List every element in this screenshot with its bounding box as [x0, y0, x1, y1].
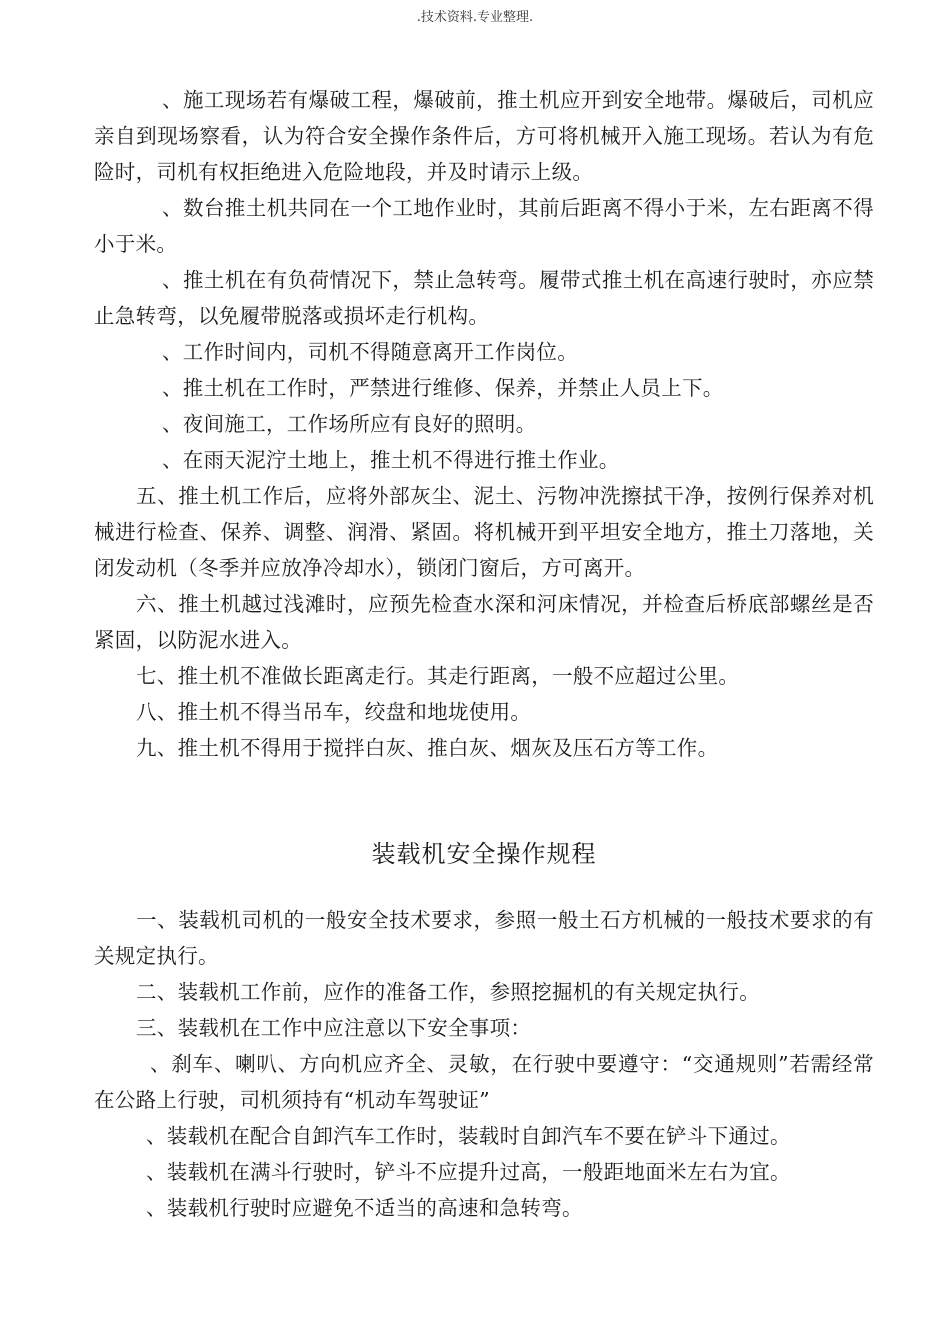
- numbered-item: 七、推土机不准做长距离走行。其走行距离，一般不应超过公里。: [136, 664, 740, 688]
- document-body: [94, 82, 874, 1226]
- numbered-item: 一、装载机司机的一般安全技术要求，参照一般土石方机械的一般技术要求的有关规定执行。: [94, 908, 874, 968]
- numbered-item: 八、推土机不得当吊车，绞盘和地垅使用。: [136, 700, 532, 724]
- sub-item: 、装载机行驶时应避免不适当的高速和急转弯。: [146, 1196, 583, 1220]
- paragraph: 、推土机在有负荷情况下，禁止急转弯。履带式推土机在高速行驶时，亦应禁止急转弯，以免履带脱落或损坏走行机构。: [94, 268, 874, 328]
- paragraph: 、数台推土机共同在一个工地作业时，其前后距离不得小于米，左右距离不得小于米。: [94, 196, 874, 256]
- numbered-item: 三、装载机在工作中应注意以下安全事项：: [136, 1016, 532, 1040]
- numbered-item: 九、推土机不得用于搅拌白灰、推白灰、烟灰及压石方等工作。: [136, 736, 719, 760]
- paragraph: 、夜间施工，工作场所应有良好的照明。: [162, 412, 537, 436]
- section-title: 装载机安全操作规程: [371, 840, 597, 868]
- paragraph: 、工作时间内，司机不得随意离开工作岗位。: [162, 340, 578, 364]
- loader-rules: [94, 902, 874, 1226]
- numbered-item: 六、推土机越过浅滩时，应预先检查水深和河床情况，并检查后桥底部螺丝是否紧固，以防泥水进入。: [94, 592, 874, 652]
- numbered-item: 二、装载机工作前，应作的准备工作，参照挖掘机的有关规定执行。: [136, 980, 760, 1004]
- bulldozer-rules-continued: [94, 82, 874, 766]
- sub-item: 、刹车、喇叭、方向机应齐全、灵敏，在行驶中要遵守：“交通规则”若需经常在公路上行驶，司机须持有“机动车驾驶证”: [94, 1052, 874, 1112]
- paragraph: 、推土机在工作时，严禁进行维修、保养，并禁止人员上下。: [162, 376, 724, 400]
- sub-item: 、装载机在满斗行驶时，铲斗不应提升过高，一般距地面米左右为宜。: [146, 1160, 791, 1184]
- sub-item: 、装载机在配合自卸汽车工作时，装载时自卸汽车不要在铲斗下通过。: [146, 1124, 791, 1148]
- numbered-item: 五、推土机工作后，应将外部灰尘、泥土、污物冲洗擦拭干净，按例行保养对机械进行检查、保养、调整、润滑、紧固。将机械开到平坦安全地方，推土刀落地，关闭发动机（冬季并应放净冷却水），锁闭门窗后，方可离开。: [94, 484, 874, 580]
- header-note: .技术资料.专业整理.: [416, 10, 534, 25]
- paragraph: 、在雨天泥泞土地上，推土机不得进行推土作业。: [162, 448, 620, 472]
- paragraph: 、施工现场若有爆破工程，爆破前，推土机应开到安全地带。爆破后，司机应亲自到现场察看，认为符合安全操作条件后，方可将机械开入施工现场。若认为有危险时，司机有权拒绝进入危险地段，并及时请示上级。: [94, 88, 874, 184]
